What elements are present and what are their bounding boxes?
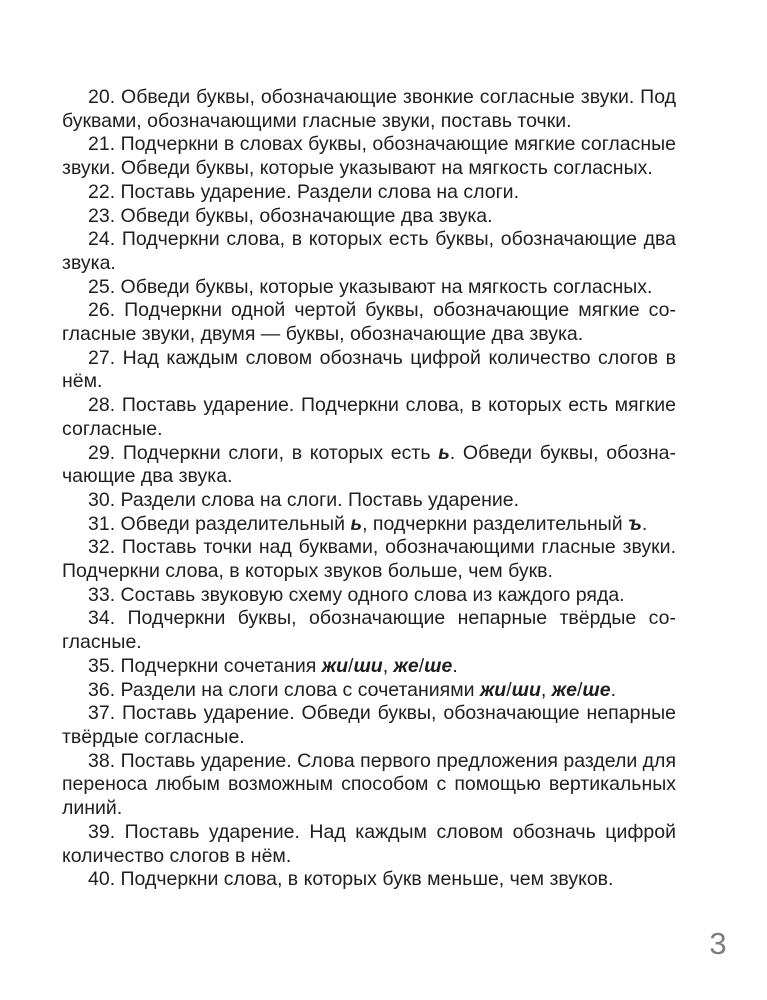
task-item — [62, 655, 676, 679]
task-text-emphasis: ши — [511, 678, 541, 701]
task-text-emphasis: ь — [438, 441, 450, 464]
task-text: . Обведи буквы, обозначающие два звука. — [62, 441, 676, 488]
task-text: , — [382, 654, 394, 677]
task-item — [62, 821, 676, 868]
task-item — [62, 86, 676, 133]
task-list — [62, 86, 676, 892]
task-text: 39. Поставь ударение. Над каждым словом обозначь цифрой количество слогов в нём. — [62, 820, 676, 867]
task-item — [62, 276, 676, 300]
task-text-emphasis: ше — [424, 654, 453, 677]
task-item — [62, 347, 676, 394]
task-item — [62, 750, 676, 821]
task-item — [62, 489, 676, 513]
task-text-emphasis: ъ — [628, 512, 642, 535]
task-text: / — [506, 678, 512, 701]
task-text: 30. Раздели слова на слоги. Поставь ударение. — [88, 488, 519, 511]
task-text-emphasis: ше — [582, 678, 611, 701]
task-text-emphasis: жи — [321, 654, 349, 677]
task-text: 33. Составь звуковую схему одного слова из каждого ряда. — [88, 583, 625, 606]
task-item — [62, 868, 676, 892]
task-item — [62, 181, 676, 205]
task-text: 25. Обведи буквы, которые указывают на мягкость согласных. — [88, 275, 653, 298]
task-text: 31. Обведи разделительный — [88, 512, 351, 535]
task-text: / — [418, 654, 425, 677]
task-text: 20. Обведи буквы, обозначающие звонкие согласные звуки. Под буквами, обозначающими гласные звуки, поставь точки. — [62, 86, 676, 132]
task-text-emphasis: же — [551, 678, 577, 701]
task-text-emphasis: ь — [350, 512, 363, 535]
task-text: 37. Поставь ударение. Обведи буквы, обозначающие непарные твёрдые согласные. — [62, 702, 676, 748]
task-text: 21. Подчеркни в словах буквы, обозначающие мягкие согласные звуки. Обведи буквы, которые указывают на мягкость согласных. — [62, 133, 676, 180]
task-item — [62, 584, 676, 608]
task-item — [62, 133, 676, 180]
task-text-emphasis: ши — [353, 654, 383, 677]
task-text: 40. Подчеркни слова, в которых букв меньше, чем звуков. — [88, 868, 614, 891]
task-text: , подчеркни разделительный — [362, 512, 629, 535]
task-text: 34. Подчеркни буквы, обозначающие непарные твёрдые согласные. — [62, 607, 676, 654]
task-text: 36. Раздели на слоги слова с сочетаниями — [88, 678, 480, 701]
task-text: 29. Подчеркни слоги, в которых есть — [88, 441, 439, 464]
task-text: 26. Подчеркни одной чертой буквы, обозначающие мягкие согласные звуки, двумя — буквы, обозначающие два звука. — [62, 299, 676, 346]
task-text: 28. Поставь ударение. Подчеркни слова, в которых есть мягкие согласные. — [62, 394, 676, 440]
task-text: 38. Поставь ударение. Слова первого предложения раздели для переноса любым возможным способом с помощью вертикальных линий. — [62, 749, 676, 820]
task-text: / — [348, 654, 354, 677]
task-text-emphasis: жи — [479, 678, 507, 701]
task-text: 27. Над каждым словом обозначь цифрой количество слогов в нём. — [62, 346, 676, 393]
task-item — [62, 299, 676, 346]
task-text: . — [452, 654, 458, 677]
task-item — [62, 607, 676, 654]
task-item — [62, 702, 676, 749]
task-item — [62, 228, 676, 275]
page-number: 3 — [709, 926, 727, 961]
task-item — [62, 442, 676, 489]
task-text: / — [576, 678, 583, 701]
task-text: 24. Подчеркни слова, в которых есть буквы, обозначающие два звука. — [62, 228, 676, 274]
task-text: . — [610, 678, 616, 701]
task-text: 35. Подчеркни сочетания — [88, 654, 322, 677]
task-item — [62, 679, 676, 703]
task-item — [62, 394, 676, 441]
task-text: , — [540, 678, 552, 701]
task-item — [62, 205, 676, 229]
task-text-emphasis: же — [393, 654, 419, 677]
task-item — [62, 536, 676, 583]
task-text: 32. Поставь точки над буквами, обозначающими гласные звуки. Подчеркни слова, в которых звуков больше, чем букв. — [62, 536, 676, 583]
task-text: . — [641, 512, 648, 535]
task-item — [62, 513, 676, 537]
task-text: 22. Поставь ударение. Раздели слова на слоги. — [88, 180, 519, 203]
task-text: 23. Обведи буквы, обозначающие два звука. — [88, 204, 493, 227]
